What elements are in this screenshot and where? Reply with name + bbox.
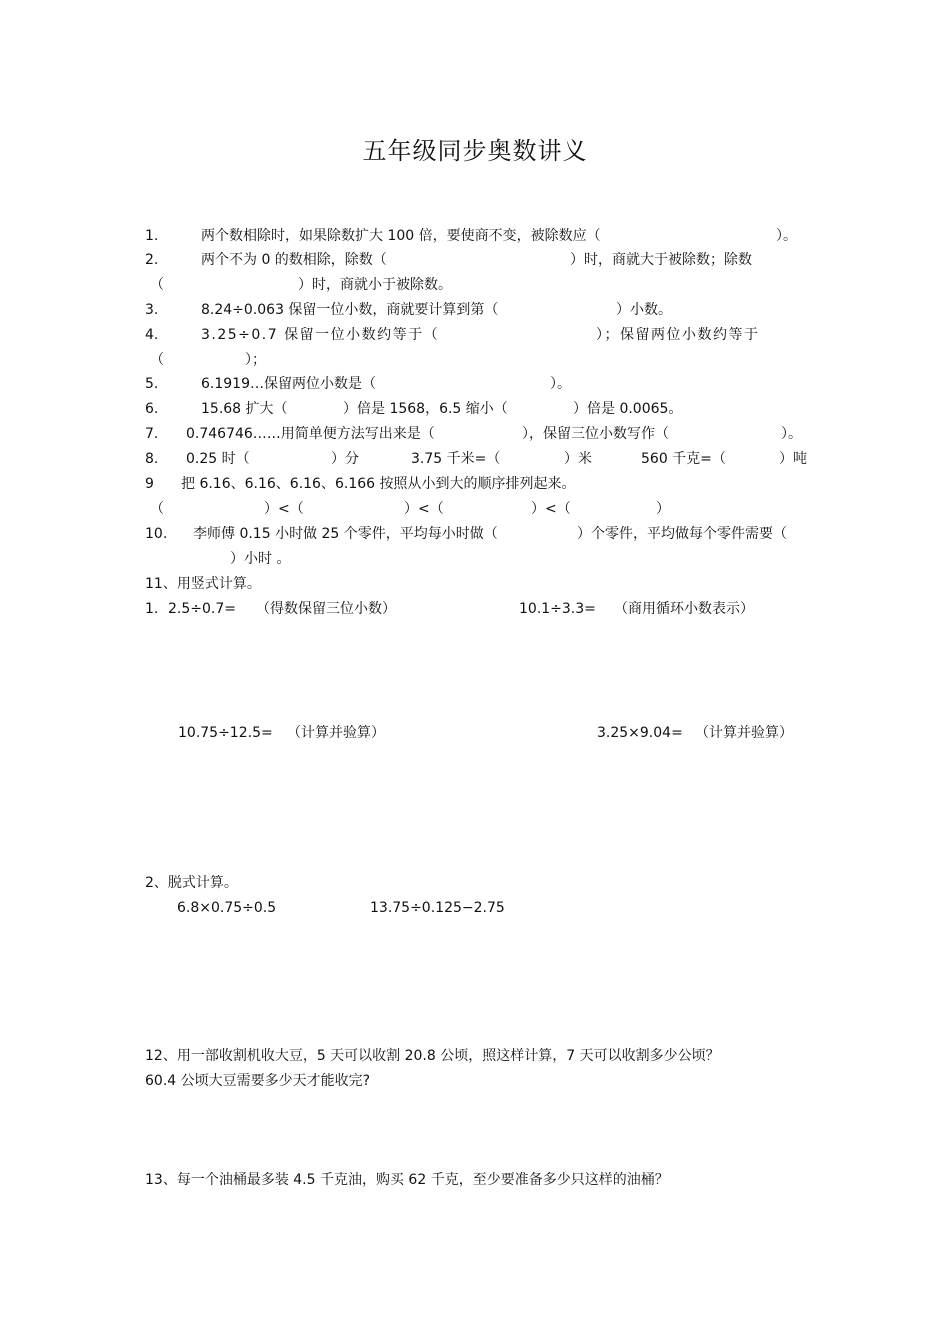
q2-cont-open: （ (150, 277, 164, 293)
q7-text: 0.746746……用简单便方法写出来是（ (186, 426, 435, 442)
q2-text: 两个不为 0 的数相除，除数（ (201, 252, 387, 268)
q6-number: 6. (145, 401, 159, 417)
q10-text: 李师傅 0.15 小时做 25 个零件，平均每小时做（ (193, 526, 498, 542)
q8-a: 0.25 时（ (186, 451, 250, 467)
q8-b2: ）米 (564, 451, 592, 467)
q9-text: 把 6.16、6.16、6.16、6.166 按照从小到大的顺序排列起来。 (181, 476, 576, 492)
q5-close: ）。 (550, 376, 571, 392)
section11-p1-note: （得数保留三位小数） (256, 601, 396, 617)
q13-line-1: 13、每一个油桶最多装 4.5 千克油，购买 62 千克，至少要准备多少只这样的油桶？ (145, 1172, 669, 1188)
section11-p4-note: （计算并验算） (695, 725, 793, 741)
q2-mid: ）时，商就大于被除数；除数 (570, 252, 752, 268)
q12-line-1: 12、用一部收割机收大豆，5 天可以收割 20.8 公顷，照这样计算，7 天可以收割多少公顷？ (145, 1048, 720, 1064)
section2-expr-1: 6.8×0.75÷0.5 (177, 900, 277, 916)
section11-p2-expr: 10.1÷3.3= (519, 601, 596, 617)
section11-p1-expr: 2.5÷0.7= (168, 601, 236, 617)
q2-cont-close: ）时，商就小于被除数。 (298, 277, 452, 293)
q8-number: 8. (145, 451, 159, 467)
q3-number: 3. (145, 302, 159, 318)
q12-line-2: 60.4 公顷大豆需要多少天才能收完? (145, 1073, 371, 1089)
q7-number: 7. (145, 426, 159, 442)
q3-text: 8.24÷0.063 保留一位小数，商就要计算到第（ (201, 302, 499, 318)
q10-mid: ）个零件，平均做每个零件需要（ (577, 526, 787, 542)
q2-number: 2. (145, 252, 159, 268)
q6-close: ）倍是 0.0065。 (573, 401, 683, 417)
section11-p3-expr: 10.75÷12.5= (178, 725, 273, 741)
q9-number: 9 (145, 476, 154, 492)
q9-row-0: （ (150, 501, 164, 517)
q8-c: 560 千克=（ (641, 451, 726, 467)
q6-text: 15.68 扩大（ (201, 401, 288, 417)
q1-close: ）。 (776, 228, 797, 244)
q1-number: 1. (145, 228, 159, 244)
q7-mid: ），保留三位小数写作（ (522, 426, 669, 442)
q10-cont: ）小时 。 (230, 551, 291, 567)
q4-number: 4. (145, 327, 159, 343)
q5-text: 6.1919…保留两位小数是（ (201, 376, 376, 392)
q1-text: 两个数相除时，如果除数扩大 100 倍，要使商不变，被除数应（ (201, 228, 601, 244)
section11-p2-note: （商用循环小数表示） (614, 601, 754, 617)
q5-number: 5. (145, 376, 159, 392)
q4-cont-close: ）； (245, 352, 266, 368)
section2-expr-2: 13.75÷0.125−2.75 (370, 900, 505, 916)
section11-p1-number: 1. (145, 601, 159, 617)
q9-row-3: ）<（ (531, 501, 571, 517)
section11-p4-expr: 3.25×9.04= (597, 725, 683, 741)
q4-cont-open: （ (150, 352, 164, 368)
q4-text: 3.25÷0.7 保留一位小数约等于（ (201, 327, 440, 343)
q7-close: ）。 (781, 426, 802, 442)
q3-close: ）小数。 (616, 302, 672, 318)
q4-mid: ）；保留两位小数约等于 (596, 327, 760, 343)
section11-heading: 11、用竖式计算。 (145, 576, 261, 592)
section2-heading: 2、脱式计算。 (145, 875, 238, 891)
q6-mid: ）倍是 1568，6.5 缩小（ (343, 401, 508, 417)
q8-c2: ）吨 (779, 451, 807, 467)
q9-row-2: ）<（ (404, 501, 444, 517)
q9-row-4: ） (656, 501, 670, 517)
q9-row-1: ）<（ (264, 501, 304, 517)
q8-b: 3.75 千米=（ (411, 451, 501, 467)
q8-a2: ）分 (331, 451, 359, 467)
page-title: 五年级同步奥数讲义 (362, 137, 588, 165)
section11-p3-note: （计算并验算） (287, 725, 385, 741)
q10-number: 10. (145, 526, 168, 542)
